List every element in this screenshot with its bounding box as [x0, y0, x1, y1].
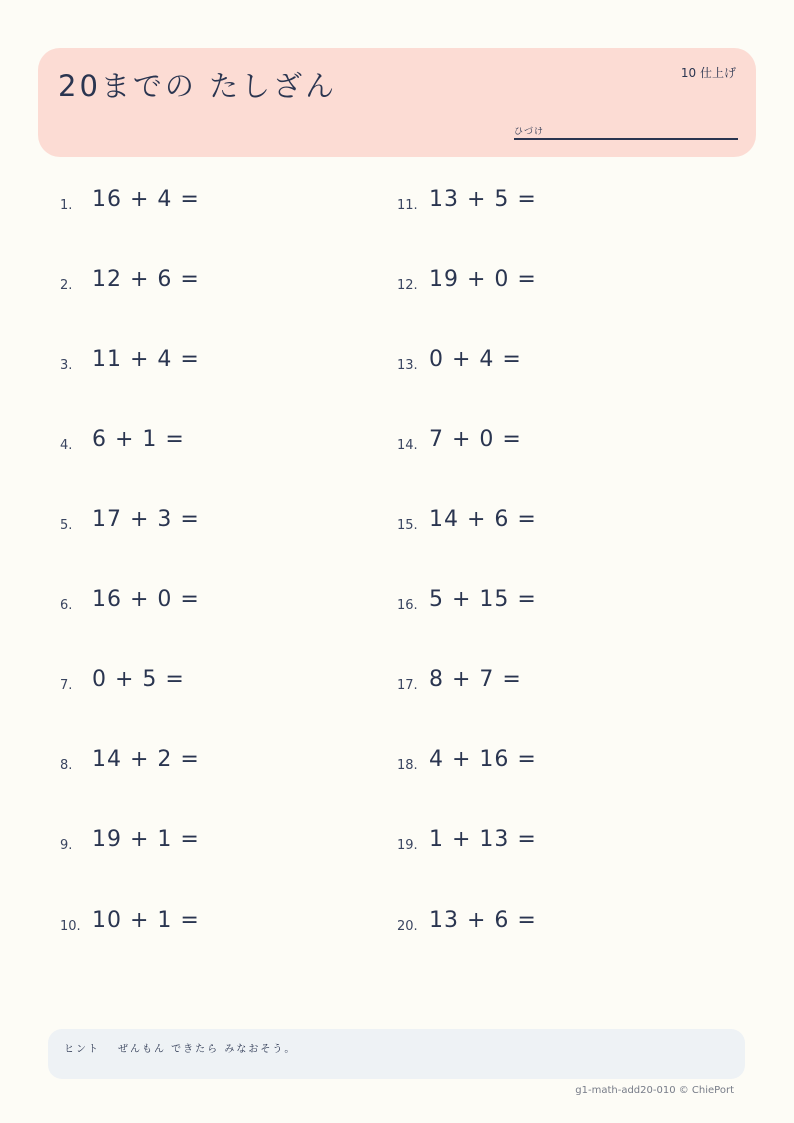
hint-label: ヒント — [64, 1044, 100, 1055]
problem-number: 19. — [397, 838, 418, 853]
problem-expression: 19 + 0 = — [429, 267, 537, 292]
problem-expression: 13 + 6 = — [429, 908, 537, 933]
level-badge: 10 仕上げ — [680, 66, 736, 80]
problem-expression: 19 + 1 = — [92, 827, 200, 852]
footer-credit: g1-math-add20-010 © ChiePort — [575, 1085, 734, 1096]
problem-number: 13. — [397, 358, 418, 373]
problem-expression: 13 + 5 = — [429, 187, 537, 212]
problem-number: 5. — [60, 518, 73, 533]
problem-number: 3. — [60, 358, 73, 373]
problem-number: 9. — [60, 838, 73, 853]
problem-number: 2. — [60, 278, 73, 293]
problem-expression: 14 + 6 = — [429, 507, 537, 532]
problem-expression: 0 + 5 = — [92, 667, 185, 692]
problem-expression: 16 + 4 = — [92, 187, 200, 212]
problem-number: 7. — [60, 678, 73, 693]
problem-expression: 8 + 7 = — [429, 667, 522, 692]
problem-number: 11. — [397, 198, 418, 213]
problem-expression: 6 + 1 = — [92, 427, 185, 452]
problem-number: 20. — [397, 919, 418, 934]
date-line — [514, 138, 738, 140]
problem-number: 15. — [397, 518, 418, 533]
hint-text: ぜんもん できたら みなおそう。 — [118, 1044, 297, 1055]
problem-expression: 17 + 3 = — [92, 507, 200, 532]
problem-number: 18. — [397, 758, 418, 773]
problem-number: 17. — [397, 678, 418, 693]
problem-expression: 0 + 4 = — [429, 347, 522, 372]
problem-number: 16. — [397, 598, 418, 613]
problem-number: 12. — [397, 278, 418, 293]
problem-expression: 11 + 4 = — [92, 347, 200, 372]
page-title: 20までの たしざん — [58, 69, 338, 103]
problem-expression: 5 + 15 = — [429, 587, 537, 612]
problem-number: 10. — [60, 919, 81, 934]
problem-number: 14. — [397, 438, 418, 453]
problem-expression: 14 + 2 = — [92, 747, 200, 772]
problem-number: 4. — [60, 438, 73, 453]
date-label: ひづけ — [514, 127, 545, 137]
problem-expression: 4 + 16 = — [429, 747, 537, 772]
problem-number: 1. — [60, 198, 73, 213]
problem-expression: 1 + 13 = — [429, 827, 537, 852]
problem-expression: 10 + 1 = — [92, 908, 200, 933]
worksheet-header — [38, 48, 756, 157]
problem-expression: 12 + 6 = — [92, 267, 200, 292]
problem-number: 8. — [60, 758, 73, 773]
problem-expression: 16 + 0 = — [92, 587, 200, 612]
problem-number: 6. — [60, 598, 73, 613]
hint-box — [48, 1029, 745, 1079]
problem-expression: 7 + 0 = — [429, 427, 522, 452]
